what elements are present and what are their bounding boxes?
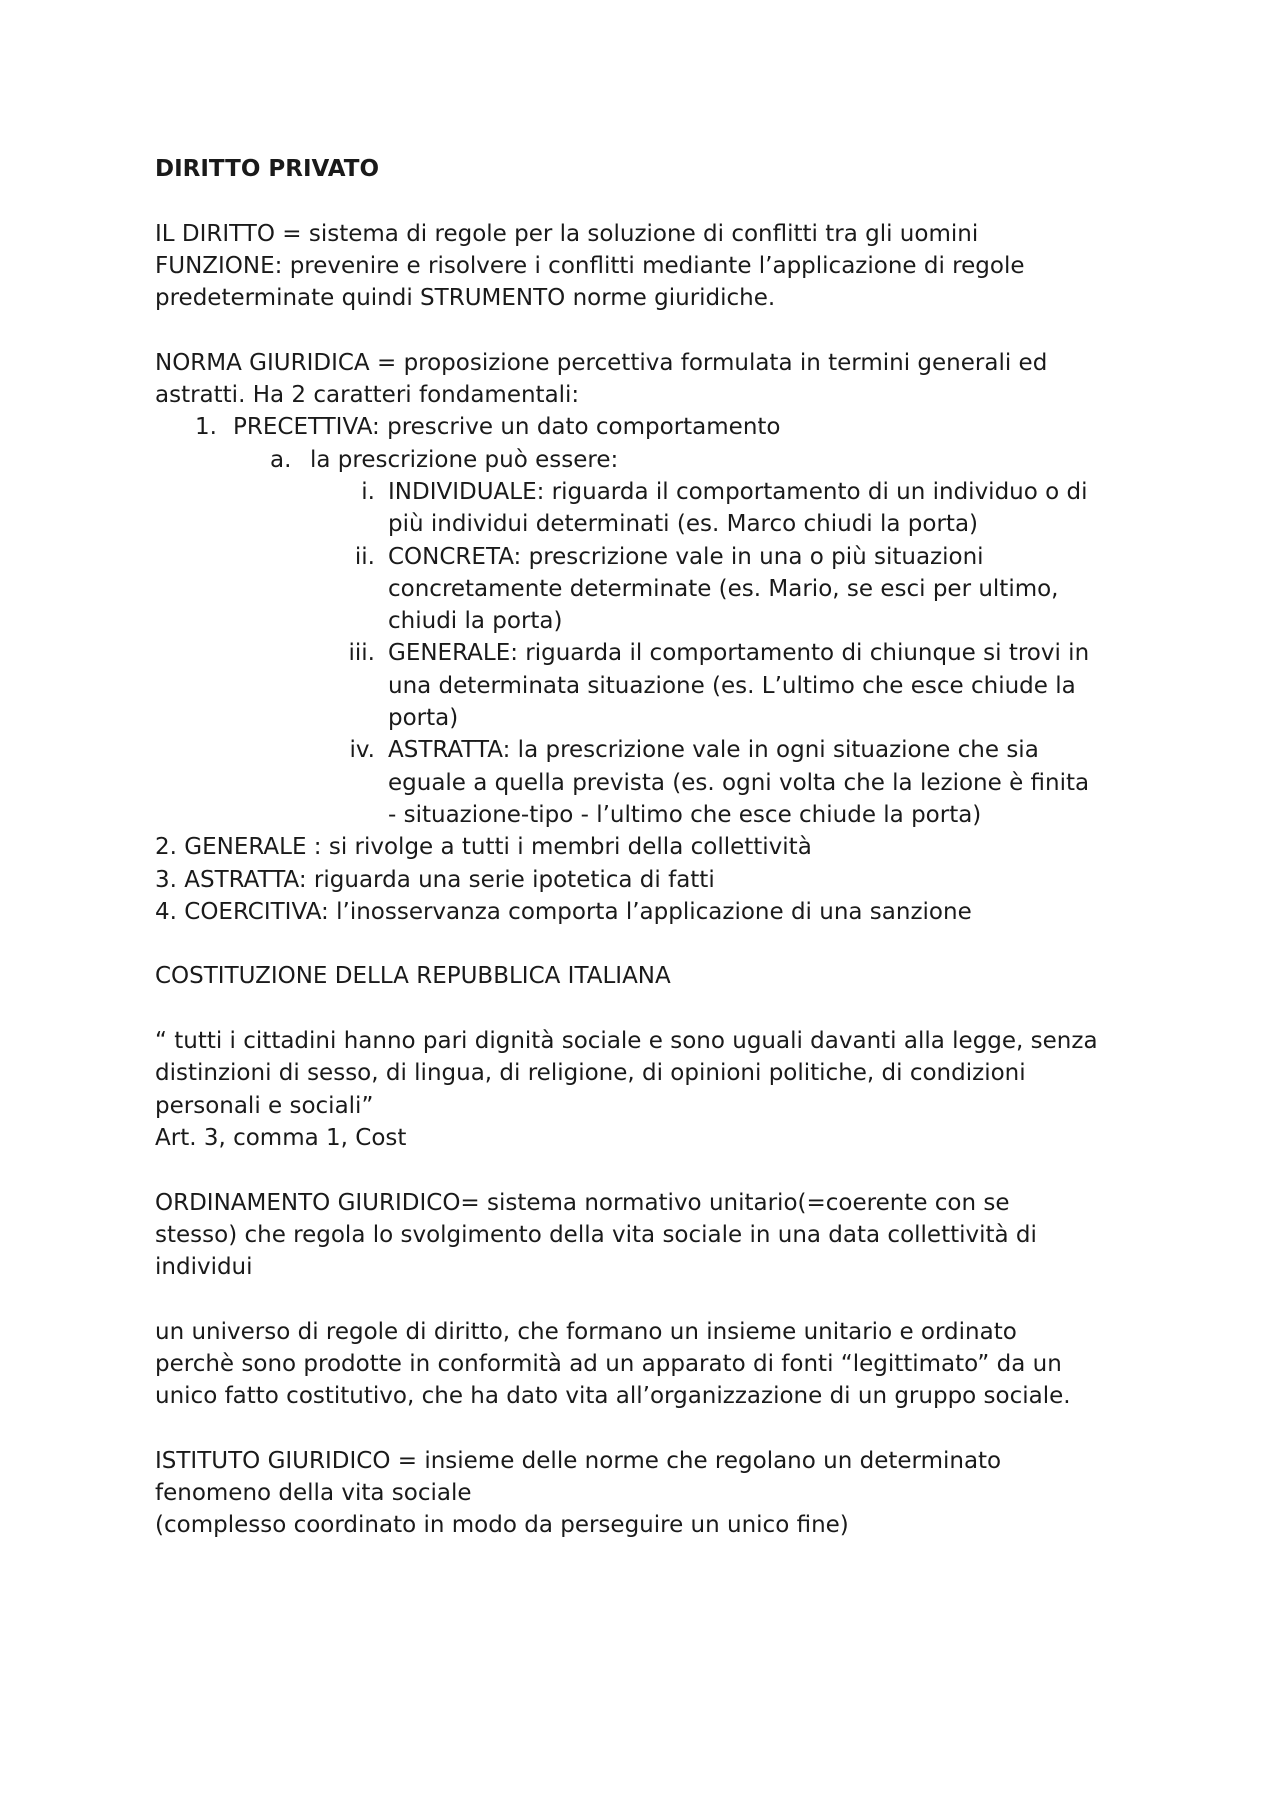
roman-line: concretamente determinate (es. Mario, se esci per ultimo, (388, 575, 1059, 602)
norma-line: astratti. Ha 2 caratteri fondamentali: (155, 382, 580, 409)
roman-number: ii. (354, 543, 375, 570)
roman-line: eguale a quella prevista (es. ogni volta che la lezione è finita (388, 769, 1090, 796)
roman-number: i. (361, 478, 375, 505)
document-title: DIRITTO PRIVATO (155, 156, 380, 182)
list-text: PRECETTIVA: prescrive un dato comportamento (233, 414, 781, 441)
diritto-line: IL DIRITTO = sistema di regole per la soluzione di conflitti tra gli uomini (155, 220, 979, 247)
list-item-generale: 2. GENERALE : si rivolge a tutti i membri della collettività (155, 834, 812, 861)
section-universo (155, 1316, 1145, 1413)
ordinamento-line: ORDINAMENTO GIURIDICO= sistema normativo unitario(=coerente con se (155, 1189, 1010, 1216)
norma-line: NORMA GIURIDICA = proposizione percettiva formulata in termini generali ed (155, 349, 1048, 376)
roman-line: - situazione-tipo - l’ultimo che esce chiude la porta) (388, 801, 982, 828)
roman-item-astratta (155, 734, 1145, 831)
universo-line: un universo di regole di diritto, che formano un insieme unitario e ordinato (155, 1318, 1017, 1345)
roman-line: CONCRETA: prescrizione vale in una o più situazioni (388, 543, 984, 570)
roman-line: chiudi la porta) (388, 608, 563, 635)
document-body (155, 153, 1145, 1542)
roman-item-individuale (155, 476, 1145, 541)
quote-line: distinzioni di sesso, di lingua, di religione, di opinioni politiche, di condizioni (155, 1060, 1026, 1087)
section-norma-giuridica (155, 347, 1145, 928)
quote-reference: Art. 3, comma 1, Cost (155, 1124, 407, 1151)
section-ordinamento (155, 1187, 1145, 1284)
quote-line: personali e sociali” (155, 1092, 374, 1119)
universo-line: perchè sono prodotte in conformità ad un apparato di fonti “legittimato” da un (155, 1350, 1062, 1377)
universo-line: unico fatto costitutivo, che ha dato vita all’organizzazione di un gruppo sociale. (155, 1383, 1071, 1410)
costituzione-heading: COSTITUZIONE DELLA REPUBBLICA ITALIANA (155, 963, 671, 990)
list-number: 1. (195, 414, 217, 441)
list-item-precettiva (155, 411, 1145, 443)
diritto-line: FUNZIONE: prevenire e risolvere i conflitti mediante l’applicazione di regole (155, 252, 1025, 279)
roman-line: ASTRATTA: la prescrizione vale in ogni situazione che sia (388, 737, 1039, 764)
roman-line: GENERALE: riguarda il comportamento di chiunque si trovi in (388, 640, 1090, 667)
list-letter: a. (270, 446, 292, 473)
sub-list-item-a (155, 444, 1145, 476)
section-costituzione (155, 960, 1145, 1154)
diritto-line: predeterminate quindi STRUMENTO norme giuridiche. (155, 285, 776, 312)
ordinamento-line: stesso) che regola lo svolgimento della vita sociale in una data collettività di (155, 1221, 1037, 1248)
list-item-coercitiva: 4. COERCITIVA: l’inosservanza comporta l’applicazione di una sanzione (155, 898, 972, 925)
section-diritto (155, 218, 1145, 315)
istituto-line: (complesso coordinato in modo da perseguire un unico fine) (155, 1512, 849, 1539)
list-item-astratta: 3. ASTRATTA: riguarda una serie ipotetica di fatti (155, 866, 715, 893)
quote-line: “ tutti i cittadini hanno pari dignità sociale e sono uguali davanti alla legge, senza (155, 1028, 1098, 1055)
roman-number: iv. (349, 737, 375, 764)
roman-item-concreta (155, 541, 1145, 638)
roman-line: una determinata situazione (es. L’ultimo che esce chiude la (388, 672, 1076, 699)
section-istituto (155, 1445, 1145, 1542)
roman-line: porta) (388, 705, 459, 732)
roman-number: iii. (348, 640, 375, 667)
istituto-line: fenomeno della vita sociale (155, 1480, 472, 1507)
roman-line: INDIVIDUALE: riguarda il comportamento di un individuo o di (388, 478, 1088, 505)
roman-line: più individui determinati (es. Marco chiudi la porta) (388, 511, 979, 538)
istituto-line: ISTITUTO GIURIDICO = insieme delle norme che regolano un determinato (155, 1447, 1002, 1474)
ordinamento-line: individui (155, 1254, 253, 1281)
roman-item-generale (155, 637, 1145, 734)
list-text: la prescrizione può essere: (310, 446, 619, 473)
